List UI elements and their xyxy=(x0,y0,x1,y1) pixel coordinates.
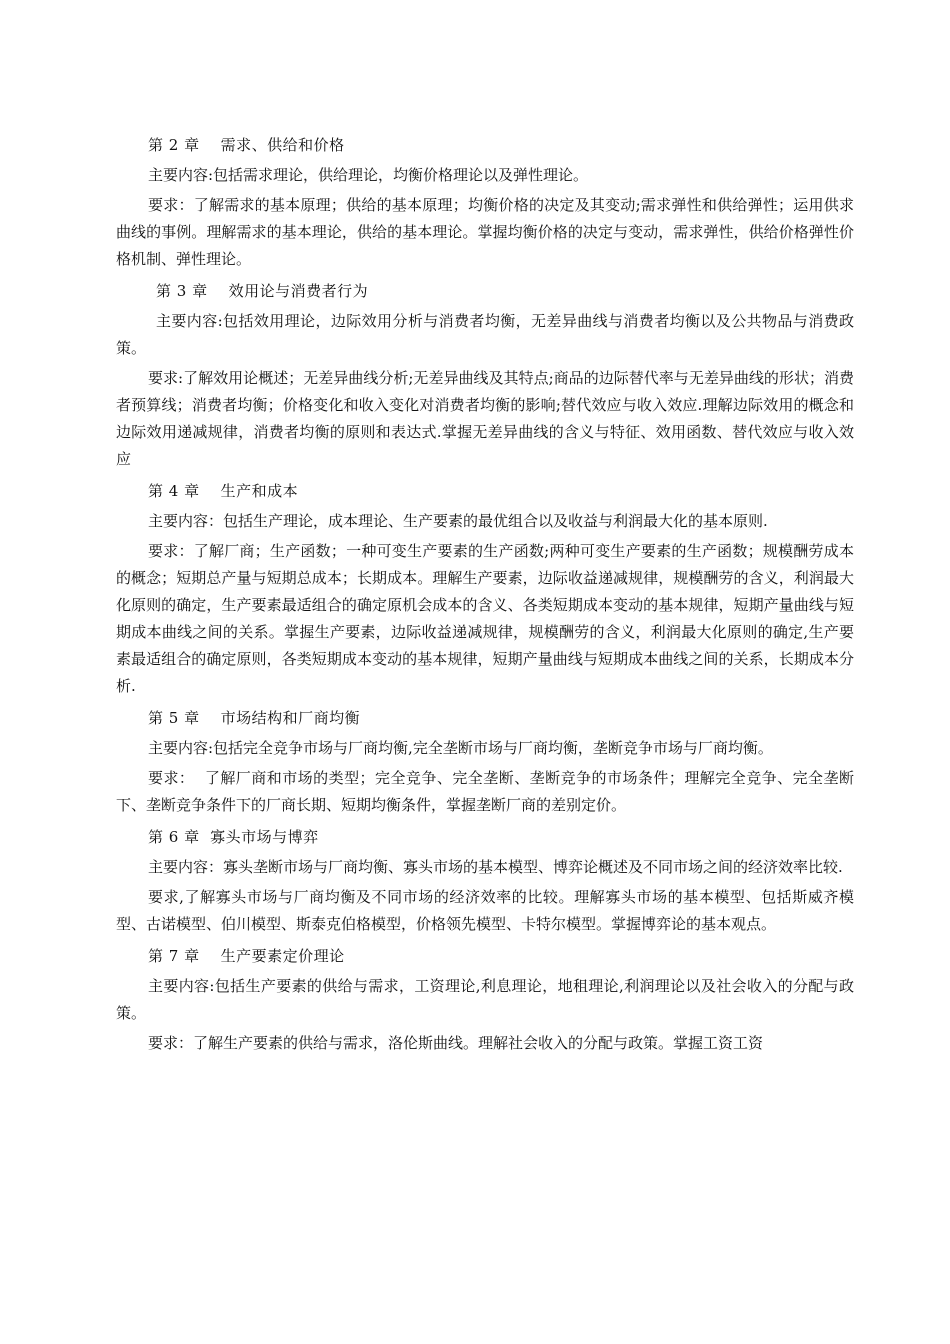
chapter-4-requirements: 要求：了解厂商；生产函数；一种可变生产要素的生产函数;两种可变生产要素的生产函数；规模酬劳成本的概念；短期总产量与短期总成本；长期成本。理解生产要素，边际收益递减规律，规模酬劳的含义，利润最大化原则的确定，生产要素最适组合的确定原机会成本的含义、各类短期成本变动的基本规律，短期产量曲线与短期成本曲线之间的关系。掌握生产要素，边际收益递减规律，规模酬劳的含义，利润最大化原则的确定,生产要素最适组合的确定原则，各类短期成本变动的基本规律，短期产量曲线与短期成本曲线之间的关系，长期成本分析. xyxy=(116,542,854,695)
chapter-6-heading: 第 6 章 寡头市场与博弈 xyxy=(148,828,319,846)
chapter-5-heading: 第 5 章 市场结构和厂商均衡 xyxy=(148,709,361,727)
chapter-6-requirements: 要求,了解寡头市场与厂商均衡及不同市场的经济效率的比较。理解寡头市场的基本模型、包括斯威齐模型、古诺模型、伯川模型、斯泰克伯格模型，价格领先模型、卡特尔模型。掌握博弈论的基本观点。 xyxy=(116,888,854,933)
chapter-3-requirements: 要求:了解效用论概述；无差异曲线分析;无差异曲线及其特点;商品的边际替代率与无差异曲线的形状；消费者预算线；消费者均衡；价格变化和收入变化对消费者均衡的影响;替代效应与收入效应.理解边际效用的概念和边际效用递减规律，消费者均衡的原则和表达式.掌握无差异曲线的含义与特征、效用函数、替代效应与收入效应 xyxy=(116,369,854,468)
chapter-4-main-content: 主要内容：包括生产理论，成本理论、生产要素的最优组合以及收益与利润最大化的基本原则. xyxy=(148,512,768,530)
chapter-4-heading: 第 4 章 生产和成本 xyxy=(148,482,299,500)
chapter-6-main-content: 主要内容：寡头垄断市场与厂商均衡、寡头市场的基本模型、博弈论概述及不同市场之间的经济效率比较. xyxy=(148,858,843,876)
chapter-2-main-content: 主要内容:包括需求理论，供给理论，均衡价格理论以及弹性理论。 xyxy=(148,166,589,184)
chapter-7-requirements: 要求：了解生产要素的供给与需求，洛伦斯曲线。理解社会收入的分配与政策。掌握工资工资 xyxy=(148,1034,764,1052)
document-body xyxy=(116,132,854,1057)
chapter-5-requirements: 要求： 了解厂商和市场的类型；完全竞争、完全垄断、垄断竞争的市场条件；理解完全竞争、完全垄断下、垄断竞争条件下的厂商长期、短期均衡条件，掌握垄断厂商的差别定价。 xyxy=(116,769,854,814)
chapter-7-main-content: 主要内容:包括生产要素的供给与需求，工资理论,利息理论，地租理论,利润理论以及社会收入的分配与政策。 xyxy=(116,977,854,1022)
chapter-2-heading: 第 2 章 需求、供给和价格 xyxy=(148,136,345,154)
chapter-7-heading: 第 7 章 生产要素定价理论 xyxy=(148,947,345,965)
chapter-5-main-content: 主要内容:包括完全竞争市场与厂商均衡,完全垄断市场与厂商均衡，垄断竞争市场与厂商均衡。 xyxy=(148,739,773,757)
chapter-3-heading: 第 3 章 效用论与消费者行为 xyxy=(156,282,369,300)
chapter-3-main-content: 主要内容:包括效用理论，边际效用分析与消费者均衡，无差异曲线与消费者均衡以及公共物品与消费政策。 xyxy=(116,312,854,357)
chapter-2-requirements: 要求：了解需求的基本原理；供给的基本原理；均衡价格的决定及其变动;需求弹性和供给弹性；运用供求曲线的事例。理解需求的基本理论，供给的基本理论。掌握均衡价格的决定与变动，需求弹性，供给价格弹性价格机制、弹性理论。 xyxy=(116,196,854,268)
